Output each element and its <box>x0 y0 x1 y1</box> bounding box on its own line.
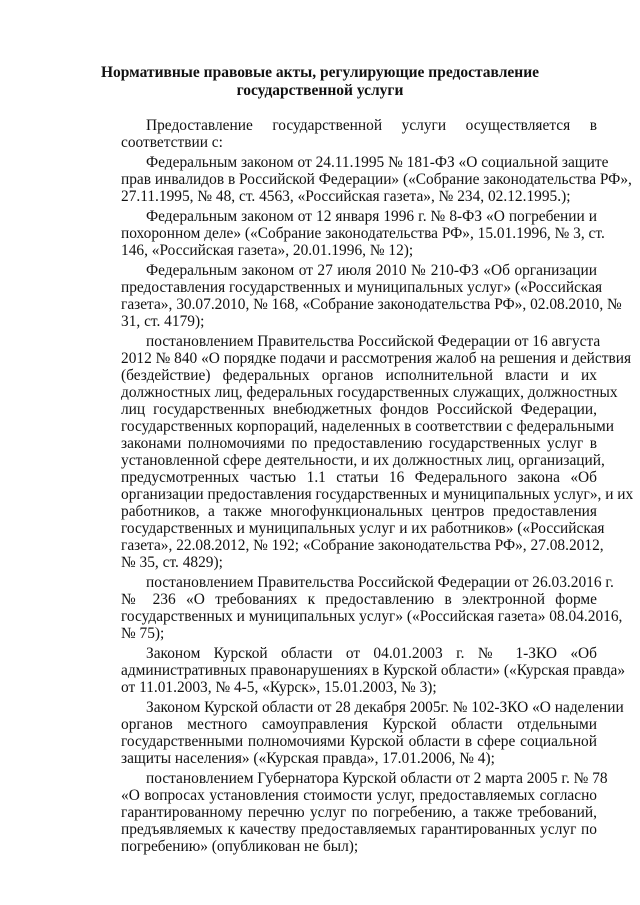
text-line: работников, а также многофункциональных центров предоставления <box>121 503 597 520</box>
text-line: (бездействие) федеральных органов исполнительной власти и их <box>121 367 597 384</box>
text-line: № 35, ст. 4829); <box>121 554 223 571</box>
text-line: «О вопросах установления стоимости услуг, предоставляемых согласно <box>121 787 597 804</box>
text-line: соответствии с: <box>121 134 223 151</box>
text-line: прав инвалидов в Российской Федерации» («Собрание законодательства РФ», <box>121 171 632 188</box>
text-line: гарантированному перечню услуг по погребению, а также требований, <box>121 804 597 821</box>
text-line: лиц государственных внебюджетных фондов Российской Федерации, <box>121 401 597 418</box>
text-line: Федеральным законом от 27 июля 2010 № 210-ФЗ «Об организации <box>146 262 597 279</box>
text-line: постановлением Правительства Российской Федерации от 16 августа <box>146 333 601 350</box>
text-line: Законом Курской области от 28 декабря 2005г. № 102-ЗКО «О наделении <box>146 699 624 716</box>
text-line: Законом Курской области от 04.01.2003 г. № 1-ЗКО «Об <box>146 645 597 662</box>
text-line: погребению» (опубликован не был); <box>121 838 359 855</box>
text-line: газета», 30.07.2010, № 168, «Собрание законодательства РФ», 02.08.2010, № <box>121 296 622 313</box>
text-line: газета», 22.08.2012, № 192; «Собрание законодательства РФ», 27.08.2012, <box>121 537 604 554</box>
text-line: Предоставление государственной услуги осуществляется в <box>146 117 597 134</box>
text-line: № 236 «О требованиях к предоставлению в электронной форме <box>121 591 597 608</box>
text-line: административных правонарушениях в Курской области» («Курская правда» <box>121 662 626 679</box>
text-line: № 75); <box>121 625 165 642</box>
text-line: государственных и муниципальных услуг» («Российская газета» 08.04.2016, <box>121 608 623 625</box>
text-line: предъявляемых к качеству предоставляемых гарантированных услуг по <box>121 821 597 838</box>
text-line: постановлением Правительства Российской Федерации от 26.03.2016 г. <box>146 574 614 591</box>
text-line: 2012 № 840 «О порядке подачи и рассмотрения жалоб на решения и действия <box>121 350 632 367</box>
text-line: предоставления государственных и муниципальных услуг» («Российская <box>121 279 603 296</box>
document-title-line-2: государственной услуги <box>236 82 404 99</box>
text-line: органов местного самоуправления Курской области отдельными <box>121 716 597 733</box>
text-line: государственных корпораций, наделенных в соответствии с федеральными <box>121 418 614 435</box>
text-line: 31, ст. 4179); <box>121 313 205 330</box>
text-line: постановлением Губернатора Курской области от 2 марта 2005 г. № 78 <box>146 770 608 787</box>
text-line: Федеральным законом от 12 января 1996 г. № 8-ФЗ «О погребении и <box>146 208 597 225</box>
text-line: Федеральным законом от 24.11.1995 № 181-ФЗ «О социальной защите <box>146 154 609 171</box>
text-line: 27.11.1995, № 48, ст. 4563, «Российская газета», № 234, 02.12.1995.); <box>121 188 571 205</box>
document-title-line-1: Нормативные правовые акты, регулирующие предоставление <box>100 64 540 81</box>
text-line: защиты населения» («Курская правда», 17.01.2006, № 4); <box>121 750 495 767</box>
text-line: организации предоставления государственных и муниципальных услуг», и их <box>121 486 634 503</box>
text-line: должностных лиц, федеральных государственных служащих, должностных <box>121 384 618 401</box>
text-line: от 11.01.2003, № 4-5, «Курск», 15.01.2003, № 3); <box>121 679 437 696</box>
text-line: государственных и муниципальных услуг и их работников» («Российская <box>121 520 605 537</box>
text-line: государственными полномочиями Курской области в сфере социальной <box>121 733 597 750</box>
text-line: 146, «Российская газета», 20.01.1996, № 12); <box>121 242 414 259</box>
text-line: похоронном деле» («Собрание законодательства РФ», 15.01.1996, № 3, ст. <box>121 225 605 242</box>
text-line: предусмотренных частью 1.1 статьи 16 Федерального закона «Об <box>121 469 597 486</box>
text-line: законами полномочиями по предоставлению государственных услуг в <box>121 435 597 452</box>
text-line: установленной сфере деятельности, и их должностных лиц, организаций, <box>121 452 605 469</box>
